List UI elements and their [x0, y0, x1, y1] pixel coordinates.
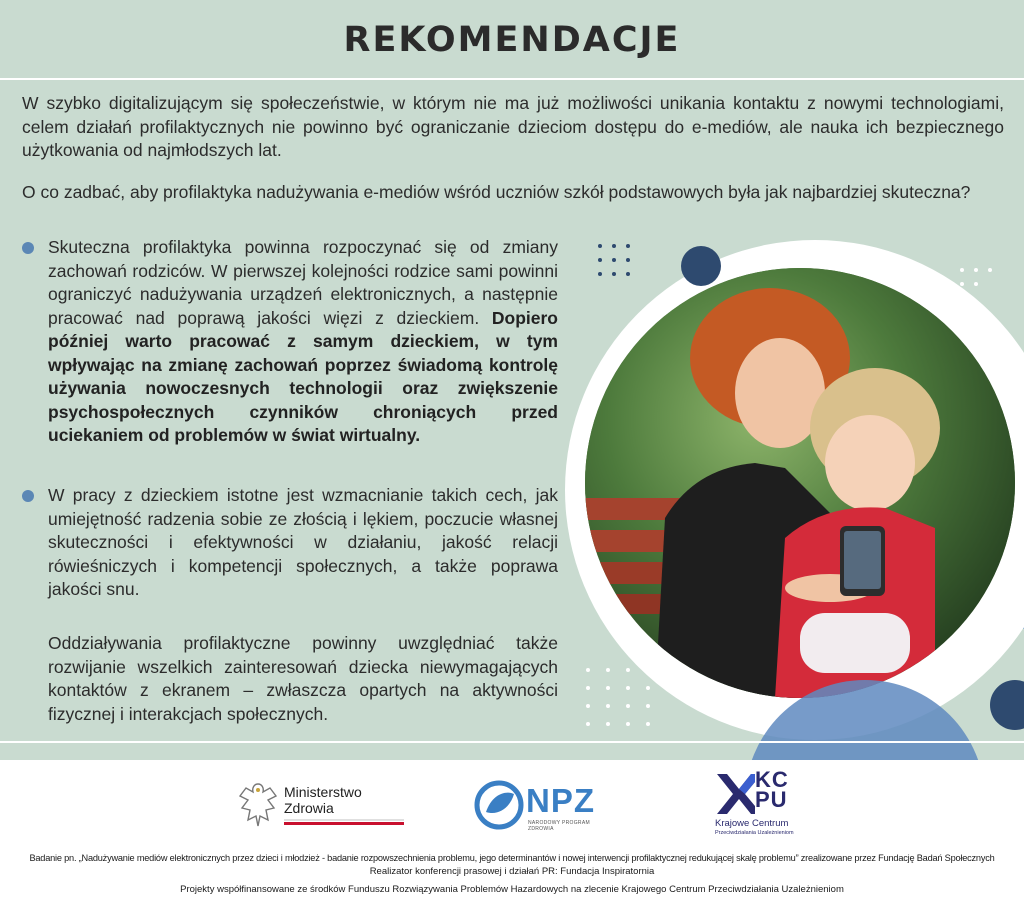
ministry-logo — [236, 770, 376, 840]
footer-logos — [0, 767, 1024, 850]
ministry-flag-white — [284, 819, 404, 821]
bullet-icon — [22, 242, 34, 254]
kcpu-logo — [715, 767, 845, 840]
bullet-bold-text: Dopiero później warto pracować z samym dzieckiem, w tym wpływając na zmianę zachowań poprzez świadomą kontrolę używania nowoczesnych technologii oraz zwiększenie psychospołecznych czynników chroniących przed uciekaniem od problemów w świat wirtualny. — [48, 307, 558, 445]
intro-paragraph: W szybko digitalizującym się społeczeństwie, w którym nie ma już możliwości unikania kontaktu z nowymi technologiami, celem działań profilaktycznych nie powinno być ograniczanie dzieciom dostępu do e-mediów, ale nauka ich bezpiecznego użytkowania od najmłodszych lat. — [22, 93, 1004, 160]
decor-circle-edge — [990, 680, 1024, 730]
page-title: REKOMENDACJE — [343, 20, 681, 60]
decor-circle-small — [681, 246, 721, 286]
ministry-name — [284, 784, 362, 816]
ministry-name-line1: Ministerstwo — [284, 784, 362, 800]
closing-paragraph: Oddziaływania profilaktyczne powinny uwzględniać także rozwijanie wszelkich zainteresowań dziecka niewymagających kontaktów z ekranem – zwłaszcza opartych na aktywności fizycznej i interakcjach społecznych. — [48, 633, 558, 724]
kcpu-x-icon — [715, 772, 755, 816]
bullet-icon — [22, 490, 34, 502]
eagle-icon — [236, 780, 280, 834]
photo-mother-child — [585, 268, 1015, 698]
ministry-name-line2: Zdrowia — [284, 800, 334, 816]
top-divider — [0, 78, 1024, 80]
bullet-text: W pracy z dzieckiem istotne jest wzmacnianie takich cech, jak umiejętność radzenia sobie ze złością i lękiem, poczucie własnej skuteczności i efektywności w działaniu, jakość relacji rówieśniczych i kompetencji społecznych, a także poprawa jakości snu. — [48, 485, 558, 599]
kcpu-name: Krajowe Centrum — [715, 818, 789, 829]
list-item — [48, 236, 558, 448]
bullet-text: Skuteczna profilaktyka powinna rozpoczynać się od zmiany zachowań rodziców. W pierwszej kolejności rodzice sami powinni ograniczyć nadużywania urządzeń elektronicznych, a następnie pracować nad poprawą jakości więzi z dzieckiem. — [48, 237, 558, 328]
npz-subtitle: NARODOWY PROGRAM ZDROWIA — [528, 820, 590, 832]
npz-logo — [472, 770, 612, 840]
question-paragraph: O co zadbać, aby profilaktyka nadużywania e-mediów wśród uczniów szkół podstawowych była jak najbardziej skuteczna? — [22, 182, 971, 202]
photo-illustration — [585, 268, 1015, 698]
footer-pr-note: Realizator konferencji prasowej i działań PR: Fundacja Inspiratornia — [369, 866, 655, 877]
kcpu-letters — [755, 767, 789, 812]
npz-name: NPZ — [526, 782, 595, 819]
list-item — [48, 484, 558, 602]
npz-leaf-icon — [474, 780, 524, 830]
bottom-divider — [0, 741, 1024, 743]
kcpu-letters-top: KC — [755, 767, 789, 792]
kcpu-subtitle: Przeciwdziałania Uzależnieniom — [715, 830, 794, 836]
ministry-flag-red — [284, 822, 404, 825]
kcpu-letters-bottom: PU — [755, 787, 788, 812]
footer-study-note: Badanie pn. „Nadużywanie mediów elektronicznych przez dzieci i młodzież - badanie rozpowszechnienia problemu, jego determinantów i nowej interwencji profilaktycznej redukującej skalę problemu” zrealizowane przez Fundację Badań Społecznych — [29, 853, 995, 863]
footer-funding-note: Projekty współfinansowane ze środków Funduszu Rozwiązywania Problemów Hazardowych na zlecenie Krajowego Centrum Przeciwdziałania Uzależnieniom — [180, 884, 844, 895]
